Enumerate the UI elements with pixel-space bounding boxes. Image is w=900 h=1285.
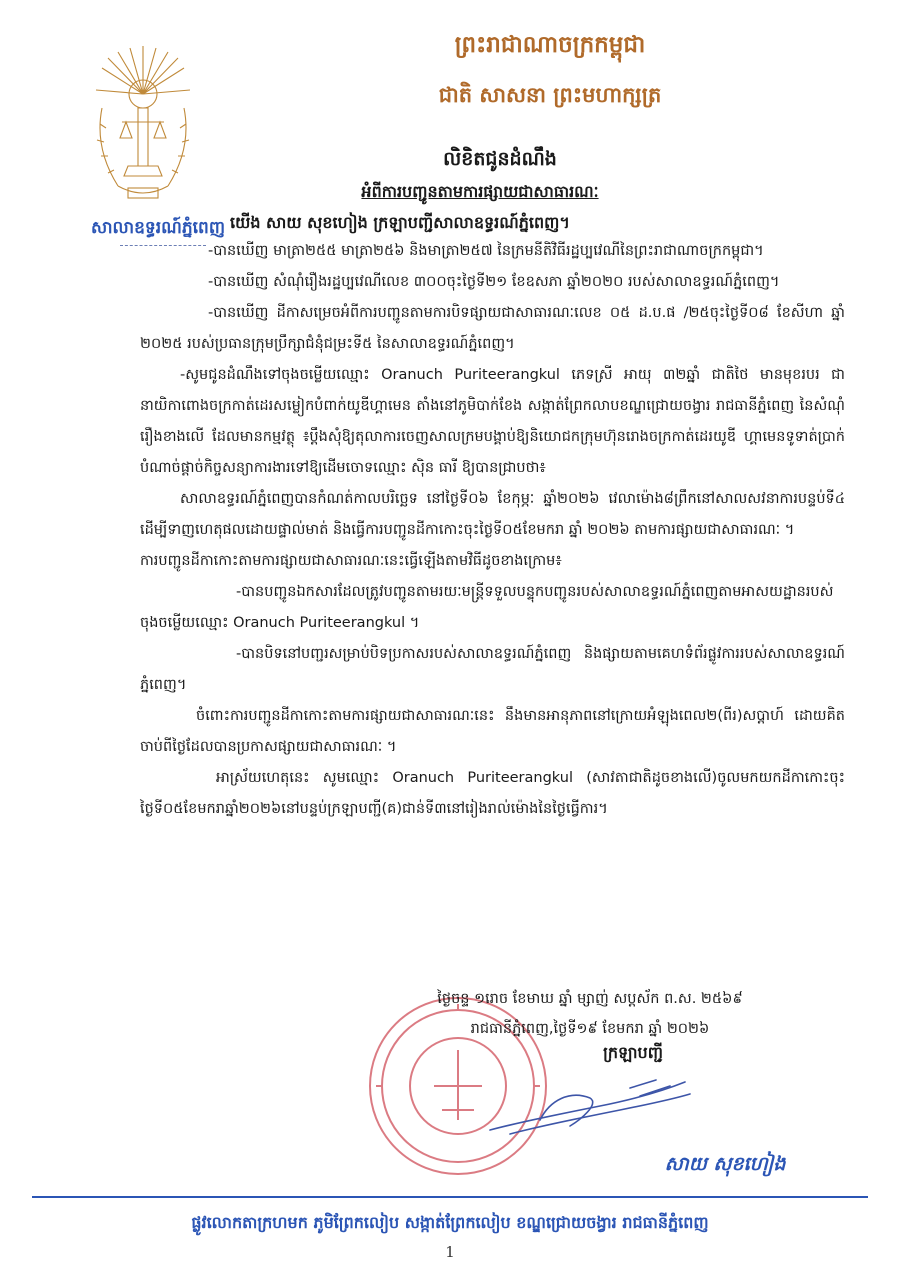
body-paragraph-10: អាស្រ័យហេតុនេះ សូមឈ្មោះ Oranuch Puriteerangkul (សាវតាជាតិដូចខាងលើ)ចូលមកយកដីកាកោះចុះថ្ងៃទី០៥ខែមករាឆ្នាំ២០២៦នៅបន្ទប់ក្រឡាបញ្ជី(គ)ជាន់ទី៣នៅរៀងរាល់ម៉ោងនៃថ្ងៃធ្វើការ។ bbox=[140, 770, 845, 817]
body-paragraph-9: ចំពោះការបញ្ជូនដីកាកោះតាមការផ្សាយជាសាធារណៈនេះ នឹងមានអានុភាពនៅក្រោយអំឡុងពេល២(ពីរ)សប្ដាហ៍ ដោយគិតចាប់ពីថ្ងៃដែលបានប្រកាសផ្សាយជាសាធារណៈ ។ bbox=[140, 708, 845, 755]
body-paragraph-2: -បានឃើញ សំណុំរឿងរដ្ឋប្បវេណីលេខ ៣០០ចុះថ្ងៃទី២១ ខែឧសភា ឆ្នាំ២០២០ របស់សាលាឧទ្ធរណ៍ភ្នំពេញ។ bbox=[208, 274, 780, 290]
footer-address: ផ្លូវលោកតាក្រហមក ភូមិព្រែកលៀប សង្កាត់ព្រែកលៀប ខណ្ឌជ្រោយចង្វារ រាជធានីភ្នំពេញ bbox=[191, 1213, 709, 1232]
court-name: សាលាឧទ្ធរណ៍ភ្នំពេញ bbox=[90, 218, 226, 238]
issuer-line: យើង សាយ សុខហៀង ក្រឡាបញ្ជីសាលាឧទ្ធរណ៍ភ្នំពេញ។ bbox=[230, 213, 570, 232]
body-paragraph-1: -បានឃើញ មាត្រា២៥៥ មាត្រា២៥៦ និងមាត្រា២៥៧ នៃក្រមនីតិវិធីរដ្ឋប្បវេណីនៃព្រះរាជាណាចក្រកម្ពុជា។ bbox=[208, 243, 764, 259]
body-paragraph-6: ការបញ្ជូនដីកាកោះតាមការផ្សាយជាសាធារណៈនេះធ្វើឡើងតាមវិធីដូចខាងក្រោម៖ bbox=[140, 553, 562, 569]
place-date: រាជធានីភ្នំពេញ,ថ្ងៃទី១៩ ខែមករា ឆ្នាំ ២០២៦ bbox=[470, 1021, 710, 1037]
royal-emblem-icon bbox=[88, 38, 198, 210]
body-paragraph-5: សាលាឧទ្ធរណ៍ភ្នំពេញបានកំណត់កាលបរិច្ឆេទ នៅថ្ងៃទី០៦ ខែកុម្ភៈ ឆ្នាំ២០២៦ វេលាម៉ោង៨ព្រឹកនៅសាលសវនាការបន្ទប់ទី៤ ដើម្បីទាញហេតុផលដោយផ្ទាល់មាត់ និងធ្វើការបញ្ជូនដីកាកោះចុះថ្ងៃទី០៥ខែមករា ឆ្នាំ ២០២៦ តាមការផ្សាយជាសាធារណៈ ។ bbox=[140, 491, 845, 538]
notice-title: លិខិតជូនដំណឹង bbox=[443, 148, 557, 170]
signer-title: ក្រឡាបញ្ជី bbox=[603, 1043, 663, 1062]
signer-name: សាយ សុខហៀង bbox=[664, 1153, 786, 1175]
footer-divider bbox=[32, 1196, 868, 1198]
lunar-date: ថ្ងៃចន្ទ ១រោច ខែមាឃ ឆ្នាំ ម្សាញ់ សប្ដស័ក ព.ស. ២៥៦៩ bbox=[437, 991, 743, 1007]
body-paragraph-7: -បានបញ្ជូនឯកសារដែលត្រូវបញ្ជូនតាមរយៈមន្ត្រីទទួលបន្ទុកបញ្ជូនរបស់សាលាឧទ្ធរណ៍ភ្នំពេញតាមអាសយដ្ឋានរបស់ចុងចម្លើយឈ្មោះ Oranuch Puriteerangkul ។ bbox=[140, 584, 834, 631]
closing-date-block bbox=[380, 984, 800, 1044]
kingdom-heading: ព្រះរាជាណាចក្រកម្ពុជា bbox=[454, 32, 646, 58]
page-number: 1 bbox=[445, 1243, 455, 1261]
body-paragraph-8: -បានបិទនៅបញ្ជរសម្រាប់បិទប្រកាសរបស់សាលាឧទ្ធរណ៍ភ្នំពេញ និងផ្សាយតាមគេហទំព័រផ្លូវការរបស់សាលាឧទ្ធរណ៍ភ្នំពេញ។ bbox=[140, 646, 845, 693]
body-paragraph-4: -សូមជូនដំណឹងទៅចុងចម្លើយឈ្មោះ Oranuch Puriteerangkul ភេទស្រី អាយុ ៣២ឆ្នាំ ជាតិថៃ មានមុខរបរ ជានាយិកាពោងចក្រកាត់ដេរសម្លៀកបំពាក់យូឌីហ្គាមេន តាំងនៅភូមិបាក់ខែង សង្កាត់ព្រែកលាបខណ្ឌជ្រោយចង្វារ រាជធានីភ្នំពេញ នៃសំណុំរឿងខាងលើ ដែលមានកម្មវត្ថុ ៖ប្ដឹងសុំឱ្យតុលាការចេញសាលក្រមបង្គាប់ឱ្យនិយោជកក្រុមហ៊ុនរោងចក្រកាត់ដេរយូឌី ហ្គាមេនទូទាត់ប្រាក់បំណាច់ផ្ដាច់កិច្ចសន្យាការងារទៅឱ្យដើមចោទឈ្មោះ ស៊ិន ធារី ឱ្យបានជ្រាបថា៖ bbox=[140, 367, 845, 476]
national-motto: ជាតិ សាសនា ព្រះមហាក្សត្រ bbox=[438, 83, 662, 107]
notice-subtitle: អំពីការបញ្ជូនតាមការផ្សាយជាសាធារណៈ bbox=[361, 182, 599, 201]
body-paragraph-3: -បានឃើញ ដីកាសម្រេចអំពីការបញ្ជូនតាមការបិទផ្សាយជាសាធារណៈលេខ ០៥ ដ.ប.ផ /២៥ចុះថ្ងៃទី០៨ ខែសីហា ឆ្នាំ ២០២៥ របស់ប្រធានក្រុមប្រឹក្សាជំនុំជម្រះទី៥ នៃសាលាឧទ្ធរណ៍ភ្នំពេញ។ bbox=[140, 305, 845, 352]
notice-body bbox=[140, 236, 845, 825]
handwritten-signature-icon bbox=[480, 1060, 700, 1150]
